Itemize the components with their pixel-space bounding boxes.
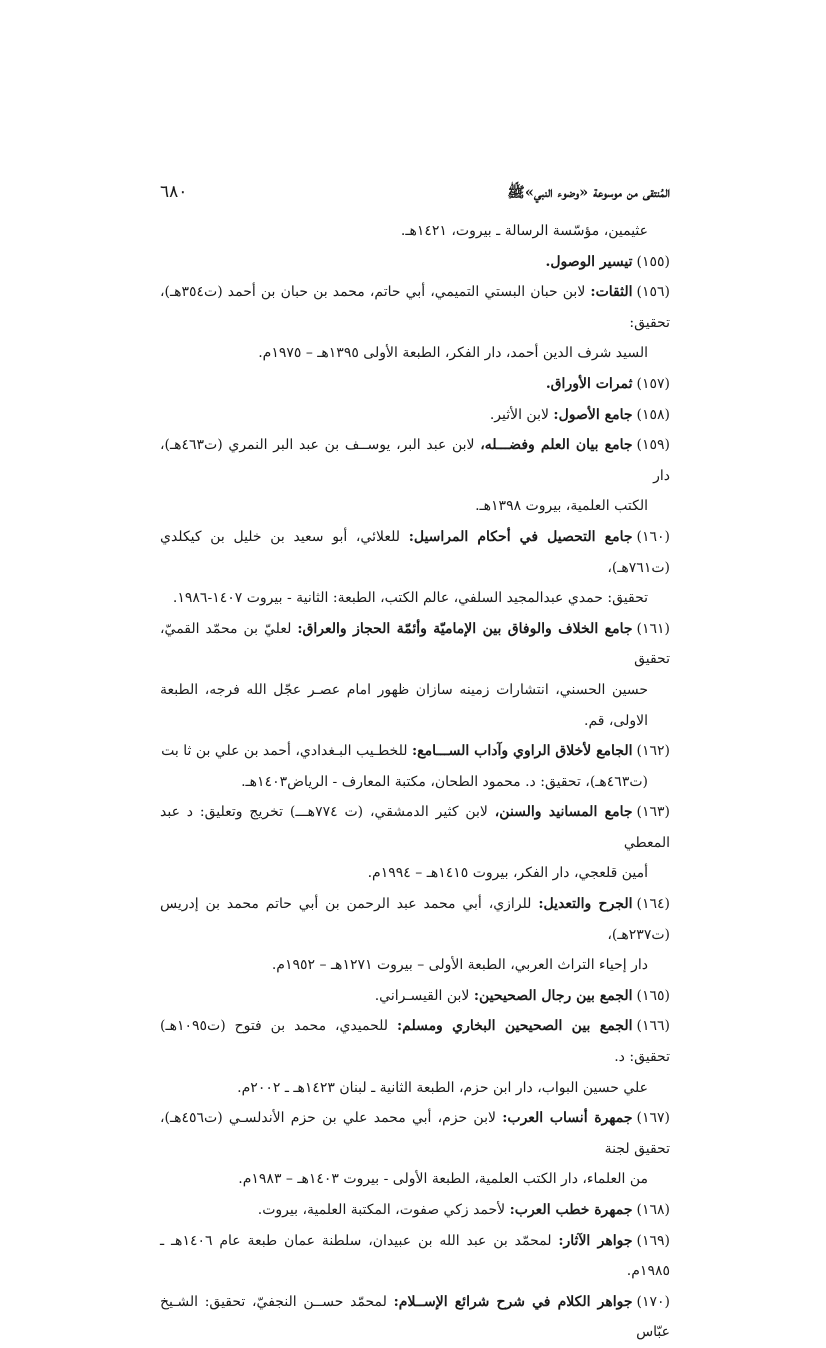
entry-title: جامع بيان العلم وفضـــله،	[480, 437, 633, 454]
entry-details: لمحمّد حســن النجفيّ، تحقيق: الشـيخ عبّاس	[160, 1293, 670, 1341]
bibliography-entry	[160, 430, 670, 522]
entry-number: (١٦٠)	[636, 528, 670, 545]
entry-details: لابن عبد البر، يوســف بن عبد البر النمري (ت٤٦٣هـ)، دار	[160, 437, 670, 484]
entry-number: (١٦٩)	[636, 1232, 670, 1249]
entry-continuation: الكتب العلمية، بيروت ١٣٩٨هـ.	[475, 498, 648, 515]
entry-continuation: علي حسين البواب، دار ابن حزم، الطبعة الثانية ـ لبنان ١٤٢٣هـ ـ ٢٠٠٢م.	[237, 1079, 648, 1096]
entry-number: (١٥٩)	[636, 437, 670, 454]
entry-title: جواهر الآثار:	[558, 1232, 633, 1249]
entry-number: (١٦٧)	[636, 1110, 670, 1127]
entry-continuation: دار إحياء التراث العربي، الطبعة الأولى – بيروت ١٢٧١هـ – ١٩٥٢م.	[271, 957, 648, 974]
entry-title: الثقات:	[590, 284, 633, 301]
entry-details: للعلائي، أبو سعيد بن خليل بن كيكلدي (ت٧٦١هـ)،	[160, 528, 670, 576]
entry-title: ثمرات الأوراق.	[545, 375, 633, 392]
bibliography-entry	[160, 247, 670, 278]
bibliography-entry	[160, 889, 670, 981]
entry-details: للحميدي، محمد بن فتوح (ت١٠٩٥هـ) تحقيق: د.	[160, 1018, 670, 1066]
entry-continuation: (ت٤٦٣هـ)، تحقيق: د. محمود الطحان، مكتبة المعارف - الرياض١٤٠٣هـ.	[241, 773, 648, 790]
entry-number: (١٦٥)	[636, 987, 670, 1004]
entry-number: (١٥٧)	[636, 375, 670, 392]
bibliography-entry	[160, 736, 670, 797]
entry-number: (١٥٨)	[636, 406, 670, 423]
bibliography-entry	[160, 400, 670, 431]
bibliography-entry	[160, 1011, 670, 1103]
entry-details: لابن الأثير.	[489, 406, 554, 423]
entry-number: (١٥٦)	[636, 284, 670, 301]
entry-title: الجمع بين رجال الصحيحين:	[473, 987, 633, 1004]
entry-continuation: السيد شرف الدين أحمد، دار الفكر، الطبعة الأولى ١٣٩٥هـ – ١٩٧٥م.	[258, 345, 648, 362]
running-title: المُنتقى من موسوعة «وضوء النبي»ﷺ	[507, 184, 670, 201]
page-number: ٦٨٠	[160, 182, 188, 202]
entry-title: جمهرة أنساب العرب:	[502, 1110, 633, 1127]
entry-continuation: من العلماء، دار الكتب العلمية، الطبعة الأولى - بيروت ١٤٠٣هـ – ١٩٨٣م.	[238, 1171, 648, 1188]
entry-number: (١٦٨)	[636, 1202, 670, 1218]
entry-details: لعليّ بن محمّد القميّ، تحقيق	[160, 620, 670, 668]
entry-title: تيسير الوصول.	[545, 253, 633, 270]
entry-title: جمهرة خطب العرب:	[509, 1202, 633, 1218]
entry-details: للخطـيب البـغدادي، أحمد بن علي بن ثا بت	[161, 743, 412, 760]
entry-number: (١٦٣)	[636, 804, 671, 821]
entry-title: جواهر الكلام في شرح شرائع الإســلام:	[393, 1293, 633, 1310]
bibliography-entry	[160, 1226, 670, 1287]
entry-details: لابن القيسـراني.	[374, 987, 474, 1004]
bibliography-entry	[160, 981, 670, 1012]
entry-number: (١٦٢)	[636, 743, 670, 760]
entry-details: لمحمّد بن عبد الله بن عبيدان، سلطنة عمان طبعة عام ١٤٠٦هـ ـ ١٩٨٥م.	[160, 1232, 670, 1280]
entry-continuation: حسين الحسني، انتشارات زمينه سازان ظهور امام عصـر عجّل الله فرجه، الطبعة الاولى، قم.	[160, 681, 648, 729]
entry-number: (١٥٥)	[636, 253, 670, 270]
bibliography-entry	[160, 522, 670, 614]
bibliography-entry	[160, 1287, 670, 1348]
bibliography-entry	[160, 277, 670, 369]
book-page	[160, 182, 670, 1348]
entry-title: الجرح والتعديل:	[538, 896, 633, 913]
bibliography-list	[160, 247, 670, 1348]
continuation-line: عثيمين، مؤسّسة الرسالة ـ بيروت، ١٤٢١هـ.	[400, 223, 648, 239]
entry-title: جامع التحصيل في أحكام المراسيل:	[408, 528, 633, 545]
entry-title: الجامع لأخلاق الراوي وآداب الســـامع:	[411, 743, 633, 760]
bibliography-entry	[160, 1195, 670, 1226]
entry-continuation: تحقيق: حمدي عبدالمجيد السلفي، عالم الكتب، الطبعة: الثانية - بيروت ١٤٠٧-١٩٨٦.	[172, 590, 648, 607]
entry-continuation: أمين قلعجي، دار الفكر، بيروت ١٤١٥هـ – ١٩٩٤م.	[367, 865, 648, 882]
bibliography-entry	[160, 369, 670, 400]
entry-number: (١٦٤)	[636, 896, 670, 913]
bibliography-entry	[160, 797, 670, 889]
entry-title: جامع المسانيد والسنن،	[494, 804, 633, 821]
entry-number: (١٦١)	[636, 620, 670, 637]
entry-title: جامع الخلاف والوفاق بين الإماميّة وأئمّة الحجاز والعراق:	[297, 620, 633, 637]
page-header	[160, 182, 670, 212]
entry-details: لابن حبان البستي التميمي، أبي حاتم، محمد بن حبان بن أحمد (ت٣٥٤هـ)، تحقيق:	[160, 284, 670, 331]
entry-details: لابن حزم، أبي محمد علي بن حزم الأندلسـي (ت٤٥٦هـ)، تحقيق لجنة	[160, 1110, 670, 1157]
entry-details: لابن كثير الدمشقي، (ت ٧٧٤هـــ) تخريج وتعليق: د عبد المعطي	[160, 804, 670, 851]
entry-details: للرازي، أبي محمد عبد الرحمن بن أبي حاتم محمد بن إدريس (ت٢٣٧هـ)،	[160, 896, 670, 943]
bibliography-entry	[160, 614, 670, 736]
entry-number: (١٧٠)	[636, 1293, 670, 1310]
entry-number: (١٦٦)	[636, 1018, 670, 1035]
entry-title: الجمع بين الصحيحين البخاري ومسلم:	[396, 1018, 633, 1035]
entry-details: لأحمد زكي صفوت، المكتبة العلمية، بيروت.	[257, 1202, 510, 1218]
entry-title: جامع الأصول:	[553, 406, 633, 423]
bibliography-entry	[160, 1103, 670, 1195]
